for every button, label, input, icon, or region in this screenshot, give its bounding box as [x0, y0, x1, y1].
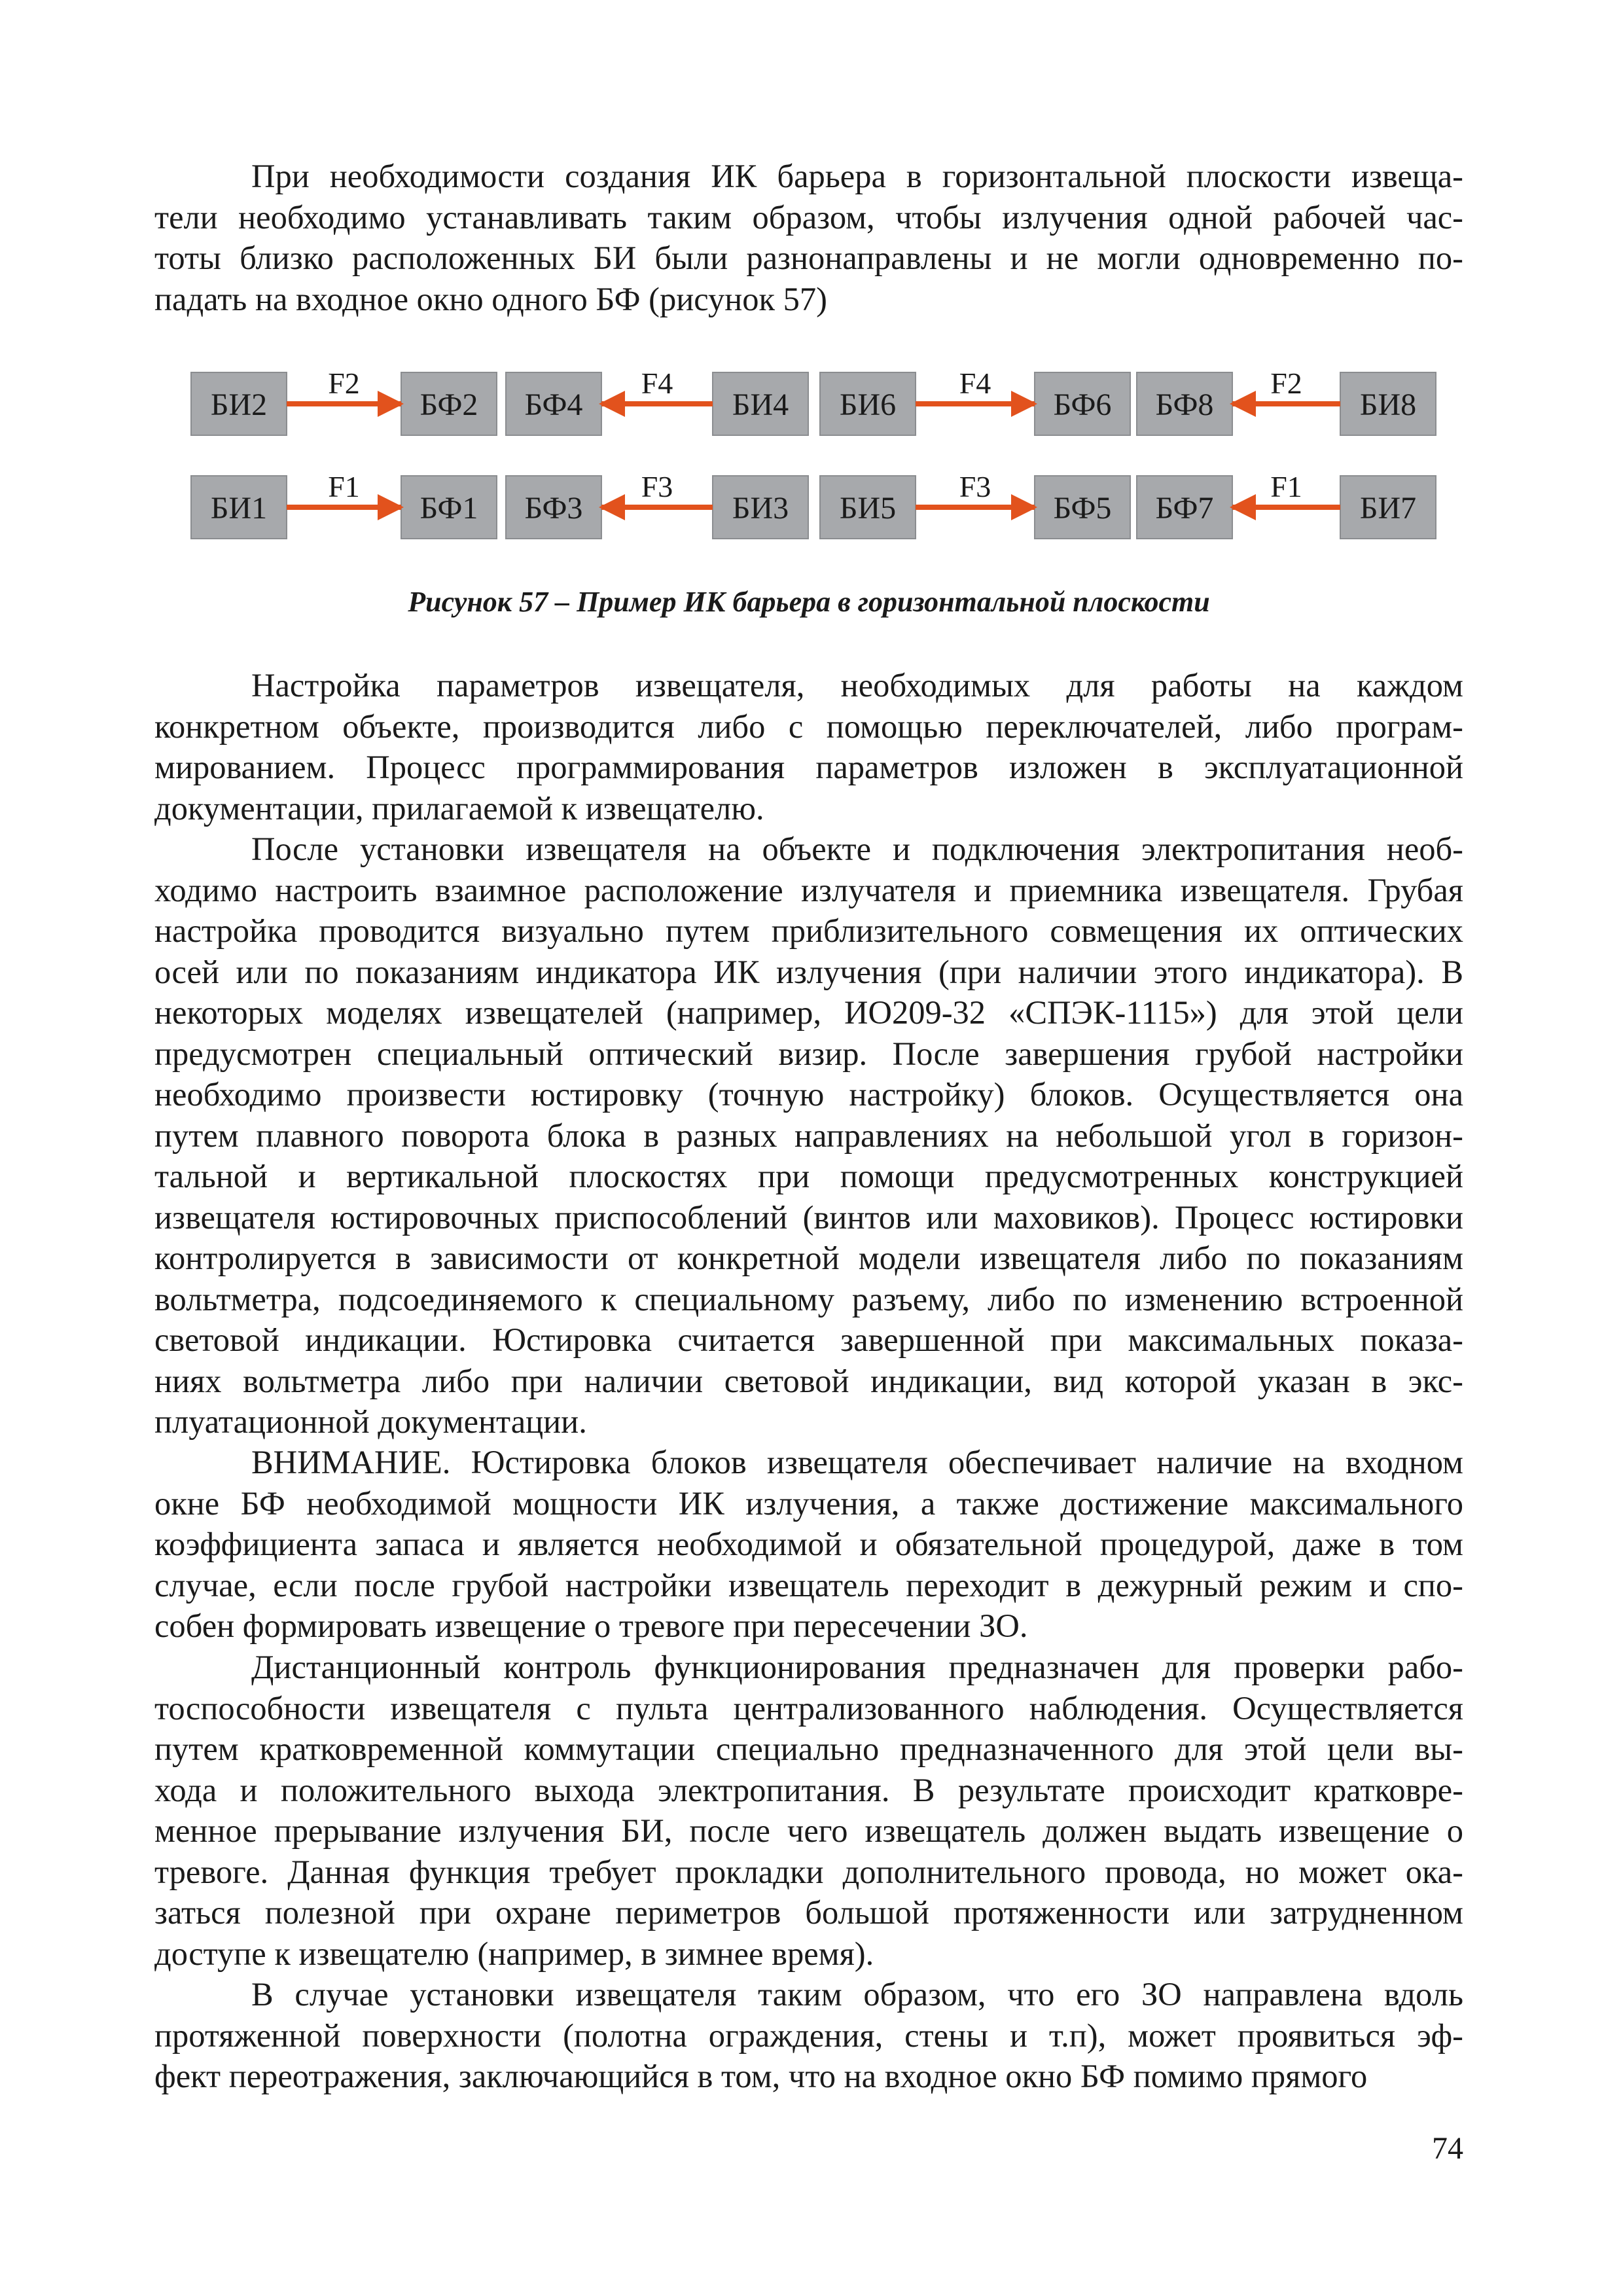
block-label: БИ5 — [839, 491, 897, 526]
text-line: конкретном объекте, производится либо с помощью переключателей, либо програм- — [154, 708, 1463, 745]
text-line: коэффициента запаса и является необходимой и обязательной процедурой, даже в том — [154, 1526, 1463, 1562]
text-line: контролируется в зависимости от конкретной модели извещателя либо по показаниям — [154, 1240, 1463, 1276]
figure-block — [1340, 372, 1436, 435]
paragraph-reflection — [154, 1974, 1463, 2097]
figure-block — [401, 476, 497, 539]
paragraph-settings — [154, 665, 1463, 829]
text-line: мированием. Процесс программирования параметров изложен в эксплуатационной — [154, 749, 1463, 785]
arrow-label: F4 — [959, 367, 991, 400]
text-line: тальной и вертикальной плоскостях при помощи предусмотренных конструкцией — [154, 1158, 1463, 1194]
block-label: БИ4 — [732, 387, 789, 422]
text-line: необходимо произвести юстировку (точную настройку) блоков. Осуществляется она — [154, 1076, 1463, 1113]
block-label: БФ5 — [1053, 491, 1112, 526]
text-line: доступе к извещателю (например, в зимнее время). — [154, 1935, 874, 1972]
text-line: предусмотрен специальный оптический визир. После завершения грубой настройки — [154, 1035, 1463, 1072]
block-label: БИ6 — [839, 387, 897, 422]
ir-barrier-figure — [0, 0, 1623, 589]
block-label: БФ1 — [419, 491, 478, 526]
arrow-label: F1 — [328, 470, 360, 503]
text-line: плуатационной документации. — [154, 1403, 587, 1440]
arrow-label: F2 — [328, 367, 360, 400]
text-line: фект переотражения, заключающийся в том, что на входное окно БФ помимо прямого — [154, 2058, 1368, 2094]
figure-block — [1340, 476, 1436, 539]
text-line: ходимо настроить взаимное расположение излучателя и приемника извещателя. Грубая — [154, 871, 1463, 908]
text-line: заться полезной при охране периметров большой протяженности или затрудненном — [154, 1894, 1463, 1931]
block-label: БФ7 — [1155, 491, 1214, 526]
figure-block — [506, 372, 601, 435]
figure-block — [1035, 372, 1130, 435]
arrow-label: F3 — [641, 470, 673, 503]
text-line: падать на входное окно одного БФ (рисунок 57) — [154, 280, 828, 317]
text-line: осей или по показаниям индикатора ИК излучения (при наличии этого индикатора). В — [154, 953, 1463, 990]
page-number: 74 — [1432, 2131, 1463, 2166]
figure-block — [820, 372, 916, 435]
block-label: БИ3 — [732, 491, 789, 526]
block-label: БФ3 — [524, 491, 583, 526]
text-line: извещателя юстировочных приспособлений (винтов или маховиков). Процесс юстировки — [154, 1198, 1463, 1236]
figure-block — [1035, 476, 1130, 539]
text-line: вольтметра, подсоединяемого к специальному разъему, либо по изменению встроенной — [154, 1280, 1463, 1318]
arrow-label: F4 — [641, 367, 673, 400]
arrow-label: F1 — [1270, 470, 1302, 503]
text-line: ВНИМАНИЕ. Юстировка блоков извещателя обеспечивает наличие на входном — [251, 1444, 1463, 1480]
text-line: собен формировать извещение о тревоге при пересечении ЗО. — [154, 1607, 1028, 1644]
text-line: хода и положительного выхода электропитания. В результате происходит кратковре- — [154, 1771, 1463, 1808]
text-line: тоты близко расположенных БИ были разнонаправлены и не могли одновременно по- — [154, 240, 1463, 276]
figure-block — [191, 372, 287, 435]
text-line: окне БФ необходимой мощности ИК излучения, а также достижение максимального — [154, 1484, 1463, 1522]
figure-block — [1137, 372, 1232, 435]
text-line: световой индикации. Юстировка считается завершенной при максимальных показа- — [154, 1321, 1463, 1358]
text-line: протяженной поверхности (полотна ограждения, стены и т.п), может проявиться эф- — [154, 2017, 1463, 2054]
text-line: настройка проводится визуально путем приблизительного совмещения их оптических — [154, 912, 1463, 949]
figure-block — [506, 476, 601, 539]
block-label: БИ2 — [210, 387, 268, 422]
text-line: некоторых моделях извещателей (например, ИО209-32 «СПЭК-1115») для этой цели — [154, 994, 1463, 1031]
block-label: БФ8 — [1155, 387, 1214, 422]
arrow-label: F3 — [959, 470, 991, 503]
paragraph-installation — [154, 829, 1463, 1443]
text-line: случае, если после грубой настройки извещатель переходит в дежурный режим и спо- — [154, 1566, 1463, 1604]
text-line: В случае установки извещателя таким образом, что его ЗО направлена вдоль — [251, 1976, 1463, 2013]
figure-caption: Рисунок 57 – Пример ИК барьера в горизонтальной плоскости — [408, 586, 1210, 618]
text-line: менное прерывание излучения БИ, после чего извещатель должен выдать извещение о — [154, 1812, 1463, 1849]
paragraph-attention — [154, 1442, 1463, 1647]
text-line: При необходимости создания ИК барьера в горизонтальной плоскости извеща- — [251, 158, 1463, 194]
figure-block — [401, 372, 497, 435]
figure-block — [191, 476, 287, 539]
arrow-label: F2 — [1270, 367, 1302, 400]
block-label: БФ4 — [524, 387, 583, 422]
text-line: тели необходимо устанавливать таким образом, чтобы излучения одной рабочей час- — [154, 198, 1463, 236]
text-line: тоспособности извещателя с пульта централизованного наблюдения. Осуществляется — [154, 1689, 1463, 1727]
block-label: БИ7 — [1359, 491, 1417, 526]
figure-block — [1137, 476, 1232, 539]
text-line: путем кратковременной коммутации специально предназначенного для этой цели вы- — [154, 1731, 1463, 1767]
block-label: БИ8 — [1359, 387, 1417, 422]
figure-block — [820, 476, 916, 539]
block-label: БФ6 — [1053, 387, 1112, 422]
text-line: путем плавного поворота блока в разных направлениях на небольшой угол в горизон- — [154, 1117, 1463, 1154]
figure-block — [713, 372, 808, 435]
text-line: Настройка параметров извещателя, необходимых для работы на каждом — [251, 667, 1463, 704]
text-line: ниях вольтметра либо при наличии световой индикации, вид которой указан в экс- — [154, 1362, 1463, 1399]
text-line: Дистанционный контроль функционирования предназначен для проверки рабо- — [251, 1649, 1463, 1685]
text-line: тревоге. Данная функция требует прокладки дополнительного провода, но может ока- — [154, 1853, 1463, 1890]
block-label: БФ2 — [419, 387, 478, 422]
figure-block — [713, 476, 808, 539]
text-line: После установки извещателя на объекте и подключения электропитания необ- — [251, 831, 1463, 867]
block-label: БИ1 — [210, 491, 268, 526]
paragraph-remote-control — [154, 1647, 1463, 1974]
text-line: документации, прилагаемой к извещателю. — [154, 789, 764, 827]
